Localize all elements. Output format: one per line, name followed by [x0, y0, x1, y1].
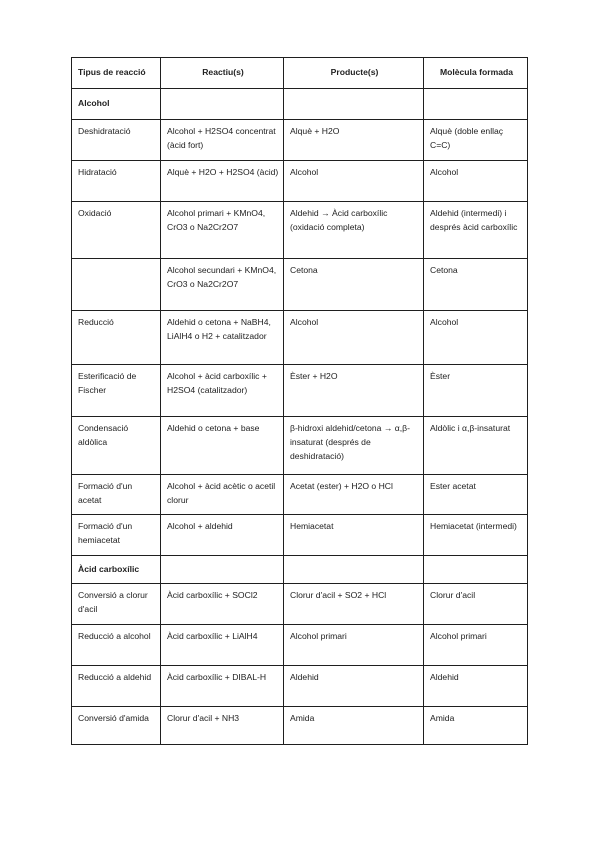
cell-type: Conversió a clorur d'acil	[72, 584, 161, 625]
cell-type: Deshidratació	[72, 120, 161, 161]
section-empty-cell	[424, 556, 528, 584]
cell-reagents: Alquè + H2O + H2SO4 (àcid)	[161, 161, 284, 202]
cell-type: Condensació aldòlica	[72, 417, 161, 475]
table-row	[72, 475, 528, 515]
cell-products: Alcohol	[284, 161, 424, 202]
cell-molecule: Amida	[424, 707, 528, 745]
cell-reagents: Alcohol primari + KMnO4, CrO3 o Na2Cr2O7	[161, 202, 284, 259]
section-empty-cell	[161, 89, 284, 120]
cell-reagents: Àcid carboxílic + LiAlH4	[161, 625, 284, 666]
cell-reagents: Alcohol + aldehid	[161, 515, 284, 556]
cell-molecule: Alcohol	[424, 311, 528, 365]
section-title: Alcohol	[72, 89, 161, 120]
cell-products: Amida	[284, 707, 424, 745]
cell-molecule: Alcohol primari	[424, 625, 528, 666]
cell-type: Reducció a alcohol	[72, 625, 161, 666]
table-row	[72, 161, 528, 202]
table-row	[72, 120, 528, 161]
cell-reagents: Àcid carboxílic + SOCl2	[161, 584, 284, 625]
cell-products: Cetona	[284, 259, 424, 311]
cell-molecule: Clorur d'acil	[424, 584, 528, 625]
section-empty-cell	[284, 89, 424, 120]
cell-products: Alquè + H2O	[284, 120, 424, 161]
table-row	[72, 625, 528, 666]
section-row	[72, 89, 528, 120]
cell-molecule: Alquè (doble enllaç C=C)	[424, 120, 528, 161]
header-type: Tipus de reacció	[72, 58, 161, 89]
cell-type: Formació d'un acetat	[72, 475, 161, 515]
cell-reagents: Clorur d'acil + NH3	[161, 707, 284, 745]
cell-products: Alcohol	[284, 311, 424, 365]
table-row	[72, 515, 528, 556]
header-molecule: Molècula formada	[424, 58, 528, 89]
cell-molecule: Cetona	[424, 259, 528, 311]
cell-molecule: Aldehid	[424, 666, 528, 707]
cell-molecule: Aldehid (intermedi) i després àcid carboxílic	[424, 202, 528, 259]
section-empty-cell	[161, 556, 284, 584]
table-row	[72, 417, 528, 475]
cell-reagents: Aldehid o cetona + base	[161, 417, 284, 475]
cell-type: Reducció	[72, 311, 161, 365]
table-row	[72, 666, 528, 707]
cell-products: Clorur d'acil + SO2 + HCl	[284, 584, 424, 625]
table-row	[72, 365, 528, 417]
cell-molecule: Ester acetat	[424, 475, 528, 515]
section-title: Àcid carboxílic	[72, 556, 161, 584]
table-row	[72, 584, 528, 625]
table-row	[72, 707, 528, 745]
cell-type: Oxidació	[72, 202, 161, 259]
cell-molecule: Alcohol	[424, 161, 528, 202]
cell-reagents: Alcohol + àcid carboxílic + H2SO4 (catalitzador)	[161, 365, 284, 417]
cell-molecule: Hemiacetat (intermedi)	[424, 515, 528, 556]
header-products: Producte(s)	[284, 58, 424, 89]
table-row	[72, 202, 528, 259]
cell-type: Formació d'un hemiacetat	[72, 515, 161, 556]
cell-molecule: Èster	[424, 365, 528, 417]
cell-type	[72, 259, 161, 311]
cell-reagents: Alcohol + H2SO4 concentrat (àcid fort)	[161, 120, 284, 161]
table-body	[72, 89, 528, 745]
section-empty-cell	[284, 556, 424, 584]
cell-reagents: Alcohol secundari + KMnO4, CrO3 o Na2Cr2O7	[161, 259, 284, 311]
header-row	[72, 58, 528, 89]
cell-type: Esterificació de Fischer	[72, 365, 161, 417]
table-row	[72, 259, 528, 311]
cell-reagents: Alcohol + àcid acètic o acetil clorur	[161, 475, 284, 515]
section-empty-cell	[424, 89, 528, 120]
cell-products: Alcohol primari	[284, 625, 424, 666]
section-row	[72, 556, 528, 584]
table-row	[72, 311, 528, 365]
cell-reagents: Aldehid o cetona + NaBH4, LiAlH4 o H2 + catalitzador	[161, 311, 284, 365]
cell-products: β-hidroxi aldehid/cetona → α,β-insaturat (després de deshidratació)	[284, 417, 424, 475]
cell-products: Aldehid	[284, 666, 424, 707]
reactions-table	[71, 57, 528, 745]
cell-products: Hemiacetat	[284, 515, 424, 556]
cell-reagents: Àcid carboxílic + DIBAL-H	[161, 666, 284, 707]
header-reagents: Reactiu(s)	[161, 58, 284, 89]
cell-products: Acetat (ester) + H2O o HCl	[284, 475, 424, 515]
table-header	[72, 58, 528, 89]
cell-type: Hidratació	[72, 161, 161, 202]
cell-type: Reducció a aldehid	[72, 666, 161, 707]
cell-products: Aldehid → Àcid carboxílic (oxidació completa)	[284, 202, 424, 259]
cell-type: Conversió d'amida	[72, 707, 161, 745]
cell-products: Èster + H2O	[284, 365, 424, 417]
cell-molecule: Aldòlic i α,β-insaturat	[424, 417, 528, 475]
